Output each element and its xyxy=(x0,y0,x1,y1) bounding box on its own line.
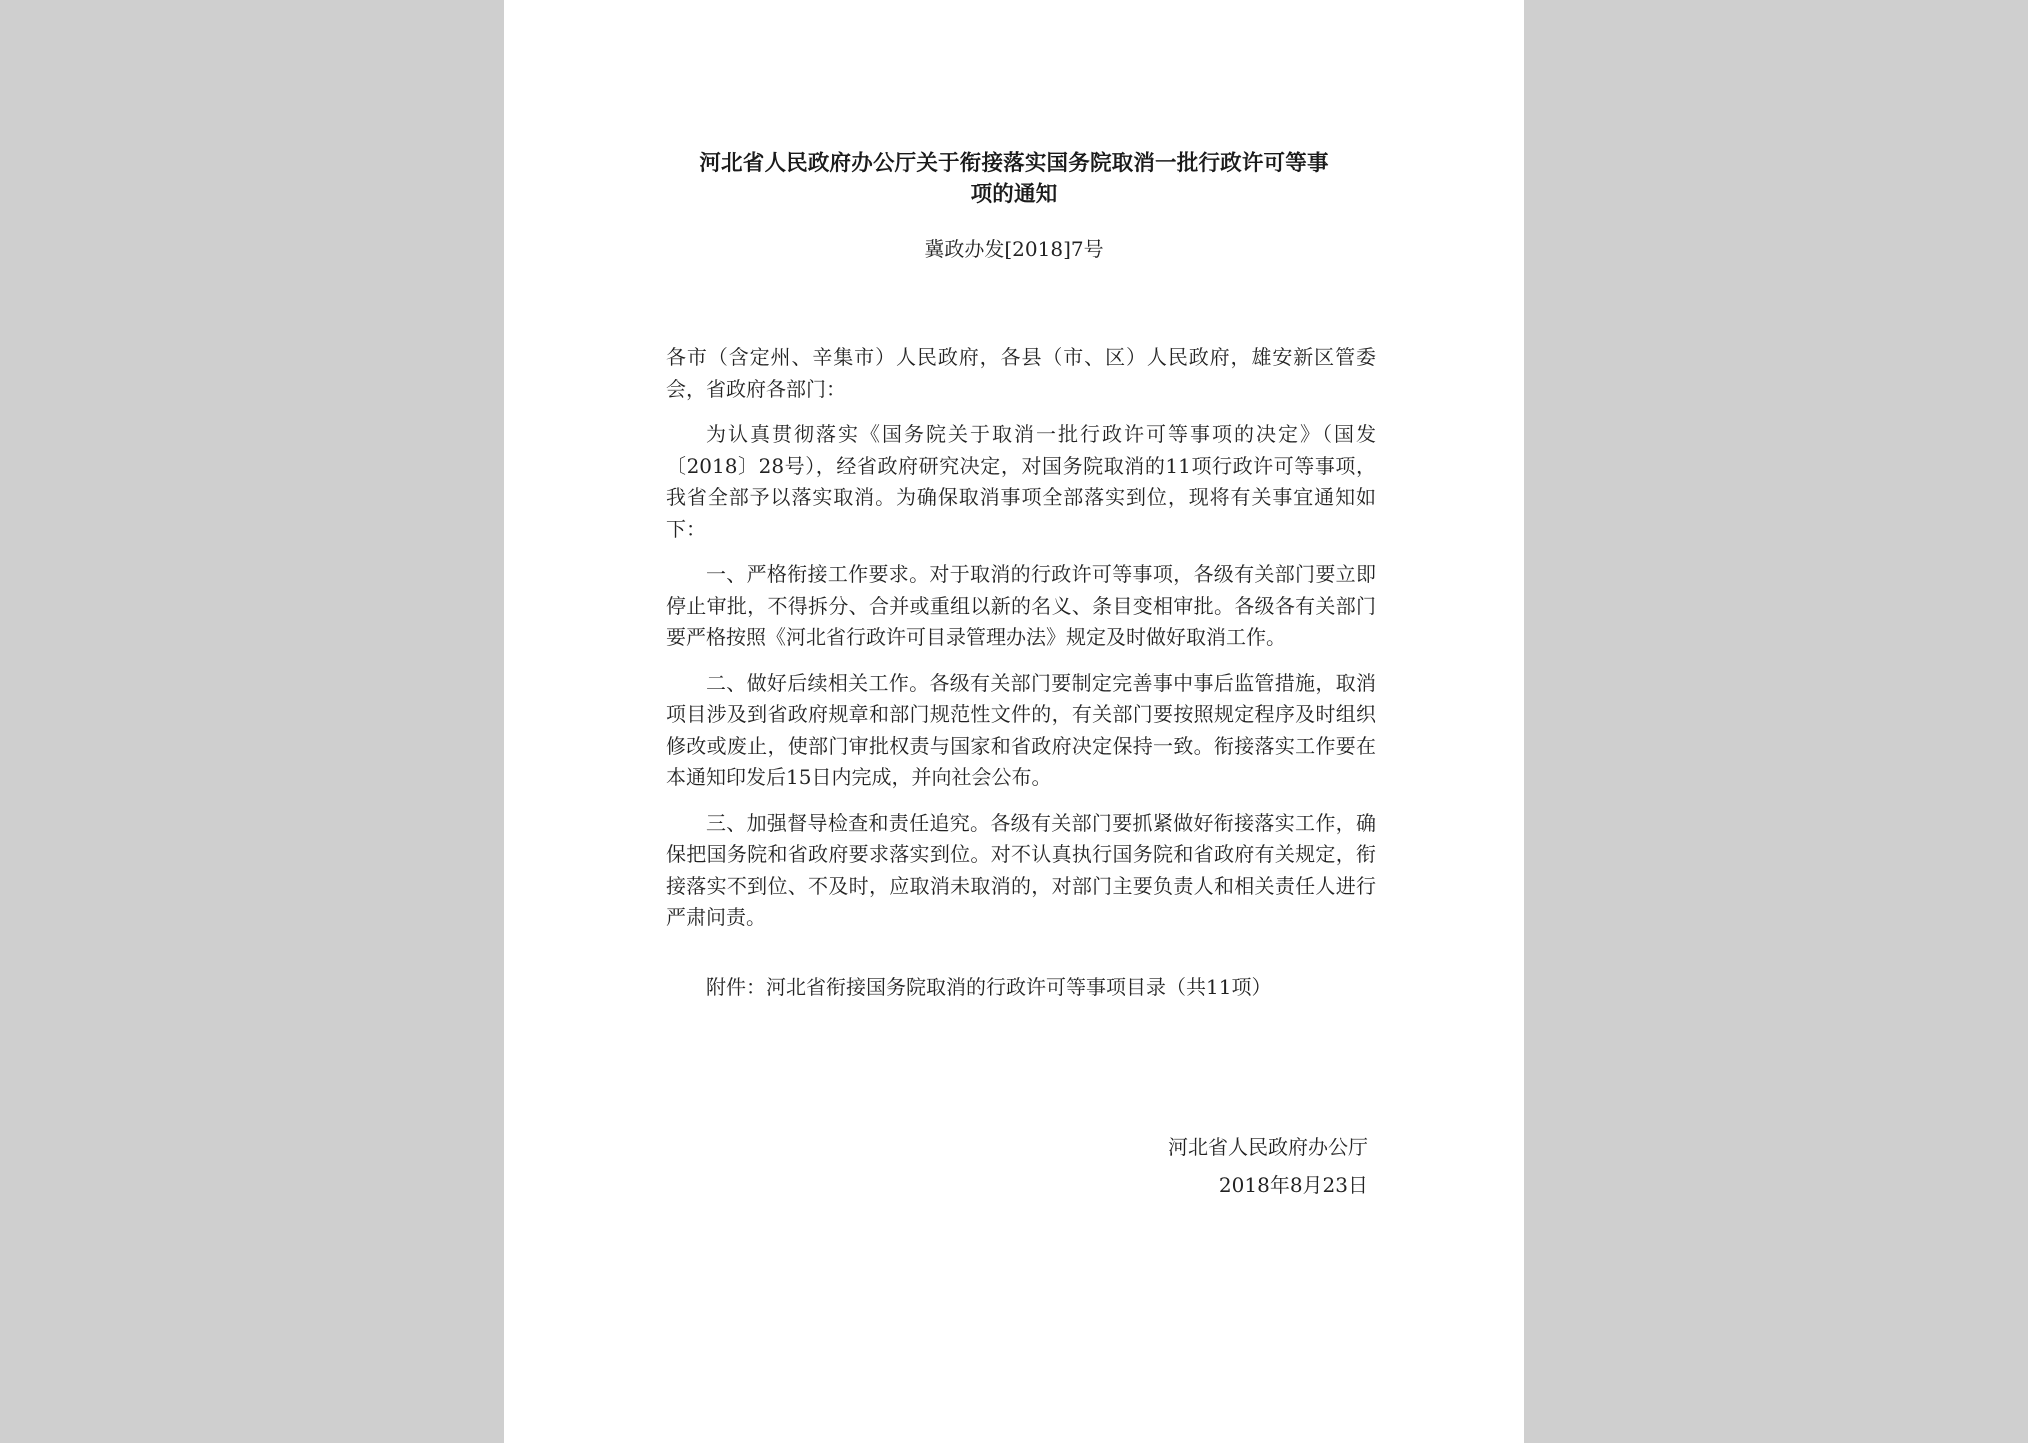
salutation: 各市（含定州、辛集市）人民政府，各县（市、区）人民政府，雄安新区管委会，省政府各部门： xyxy=(666,345,1376,401)
title-line-1: 河北省人民政府办公厅关于衔接落实国务院取消一批行政许可等事 xyxy=(699,151,1329,176)
document-body xyxy=(666,342,1376,1017)
issue-date: 2018年8月23日 xyxy=(1218,1173,1368,1197)
paragraph-section-3: 三、加强督导检查和责任追究。各级有关部门要抓紧做好衔接落实工作，确保把国务院和省政府要求落实到位。对不认真执行国务院和省政府有关规定，衔接落实不到位、不及时，应取消未取消的，对部门主要负责人和相关责任人进行严肃问责。 xyxy=(666,810,1376,929)
document-title xyxy=(504,148,1524,210)
attachment-note: 附件：河北省衔接国务院取消的行政许可等事项目录（共11项） xyxy=(706,974,1272,999)
paragraph-intro: 为认真贯彻落实《国务院关于取消一批行政许可等事项的决定》（国发〔2018〕28号），经省政府研究决定，对国务院取消的11项行政许可等事项，我省全部予以落实取消。为确保取消事项全部落实到位，现将有关事宜通知如下： xyxy=(666,422,1376,541)
title-line-2: 项的通知 xyxy=(970,182,1058,207)
document-number: 冀政办发[2018]7号 xyxy=(924,237,1104,261)
paragraph-section-2: 二、做好后续相关工作。各级有关部门要制定完善事中事后监管措施，取消项目涉及到省政府规章和部门规范性文件的，有关部门要按照规定程序及时组织修改或废止，使部门审批权责与国家和省政府决定保持一致。衔接落实工作要在本通知印发后15日内完成，并向社会公布。 xyxy=(666,670,1376,789)
issuer-name: 河北省人民政府办公厅 xyxy=(1168,1135,1368,1159)
paragraph-section-1: 一、严格衔接工作要求。对于取消的行政许可等事项，各级有关部门要立即停止审批，不得拆分、合并或重组以新的名义、条目变相审批。各级各有关部门要严格按照《河北省行政许可目录管理办法》规定及时做好取消工作。 xyxy=(666,562,1376,649)
document-page xyxy=(504,0,1524,1443)
signature-block xyxy=(666,1128,1368,1204)
